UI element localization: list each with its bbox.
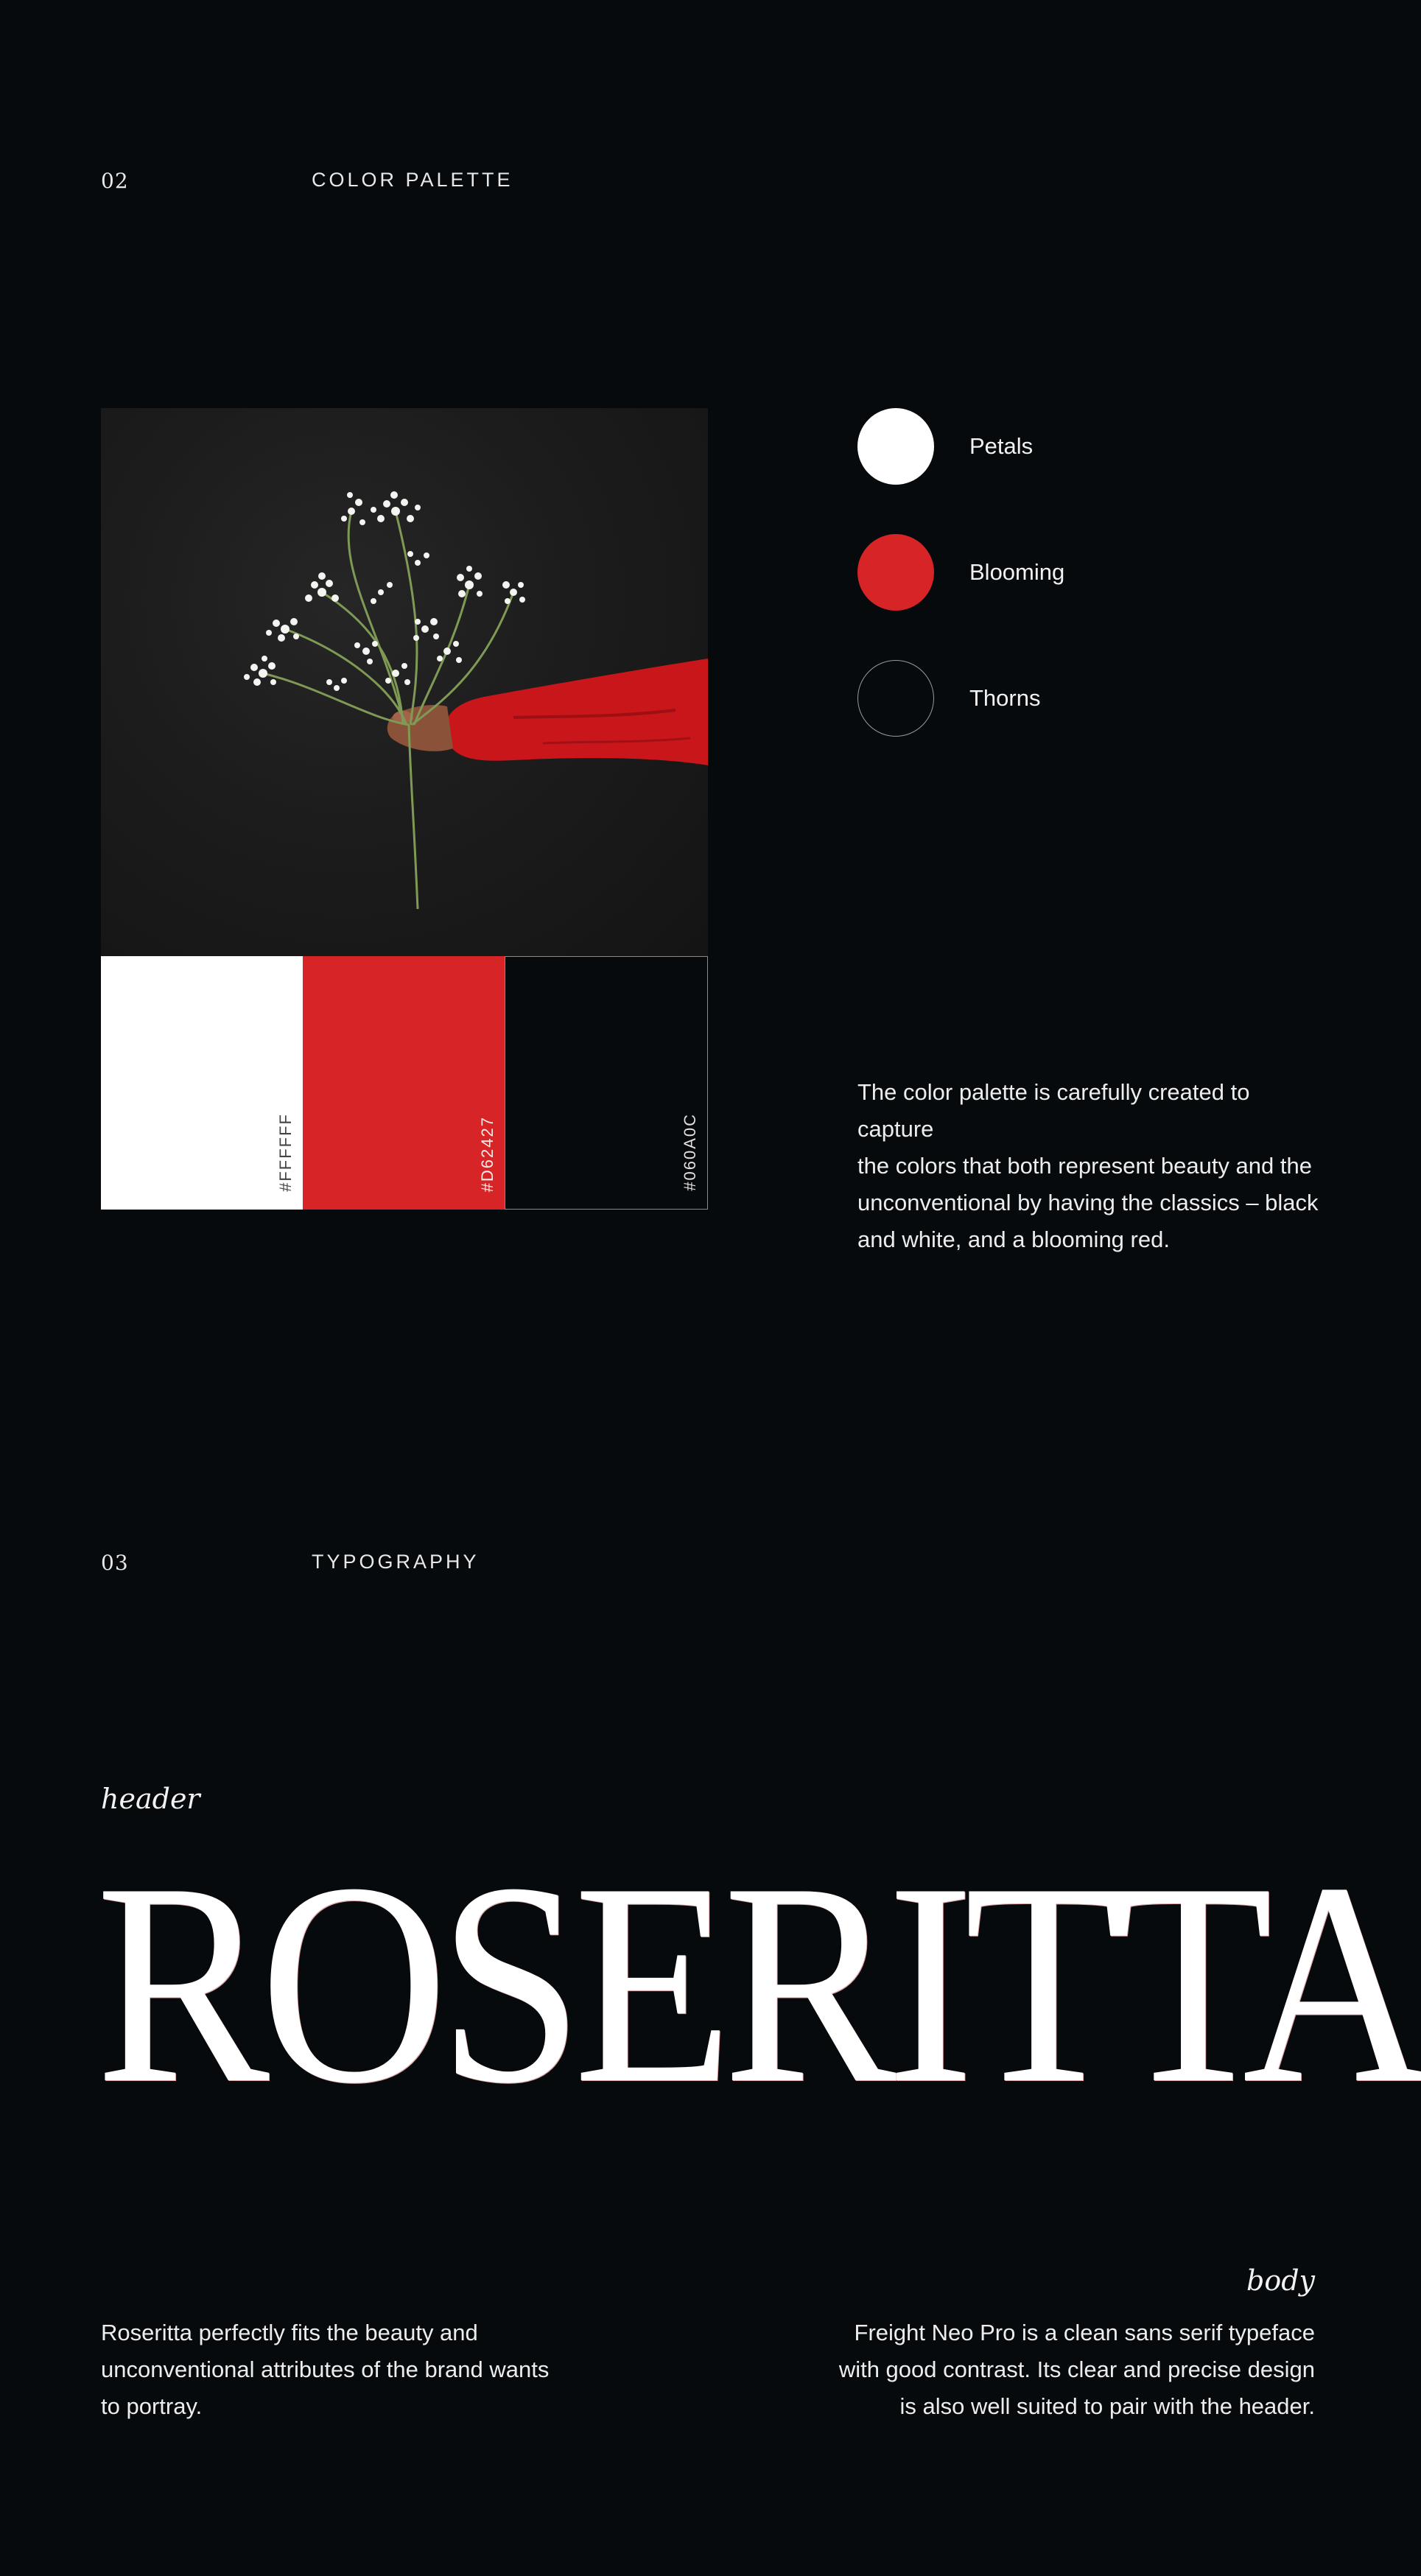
- section-title: TYPOGRAPHY: [312, 1551, 480, 1573]
- description-line: Roseritta perfectly fits the beauty and: [101, 2320, 478, 2345]
- section-title: COLOR PALETTE: [312, 169, 513, 191]
- swatch-red: [303, 956, 505, 1210]
- description-line: is also well suited to pair with the header.: [899, 2393, 1315, 2419]
- description-line: with good contrast. Its clear and precise design: [838, 2356, 1315, 2382]
- legend-label: Thorns: [969, 685, 1041, 711]
- wordmark-roseritta: ROSERITTA: [96, 1824, 1421, 2144]
- swatch-black: [505, 956, 708, 1210]
- description-line: the colors that both represent beauty and the: [857, 1153, 1312, 1179]
- swatch-strip: [101, 956, 708, 1210]
- swatch-code: #FFFFFF: [276, 1113, 295, 1192]
- swatch-code: #060A0C: [681, 1113, 699, 1191]
- body-description: [785, 2314, 1315, 2425]
- legend-item-blooming: [857, 534, 1064, 611]
- description-line: Freight Neo Pro is a clean sans serif typeface: [854, 2320, 1315, 2345]
- legend-item-petals: [857, 408, 1033, 485]
- color-dot: [857, 534, 934, 611]
- body-label: body: [1246, 2264, 1315, 2297]
- header-description: [101, 2314, 617, 2425]
- palette-description: [857, 1074, 1329, 1258]
- section-number: 03: [101, 1551, 129, 1575]
- description-line: The color palette is carefully created to capture: [857, 1079, 1250, 1142]
- legend-label: Blooming: [969, 559, 1065, 585]
- swatch-white: [101, 956, 303, 1210]
- description-line: unconventional by having the classics – black: [857, 1190, 1319, 1215]
- header-label: header: [101, 1783, 200, 1815]
- section-number: 02: [101, 169, 129, 193]
- color-dot: [857, 408, 934, 485]
- description-line: unconventional attributes of the brand wants: [101, 2356, 550, 2382]
- legend-label: Petals: [969, 433, 1034, 459]
- legend-item-thorns: [857, 660, 1040, 737]
- flower-photo: [101, 408, 708, 956]
- color-dot: [857, 660, 934, 737]
- description-line: to portray.: [101, 2393, 203, 2419]
- description-line: and white, and a blooming red.: [857, 1226, 1170, 1252]
- swatch-code: #D62427: [478, 1115, 497, 1192]
